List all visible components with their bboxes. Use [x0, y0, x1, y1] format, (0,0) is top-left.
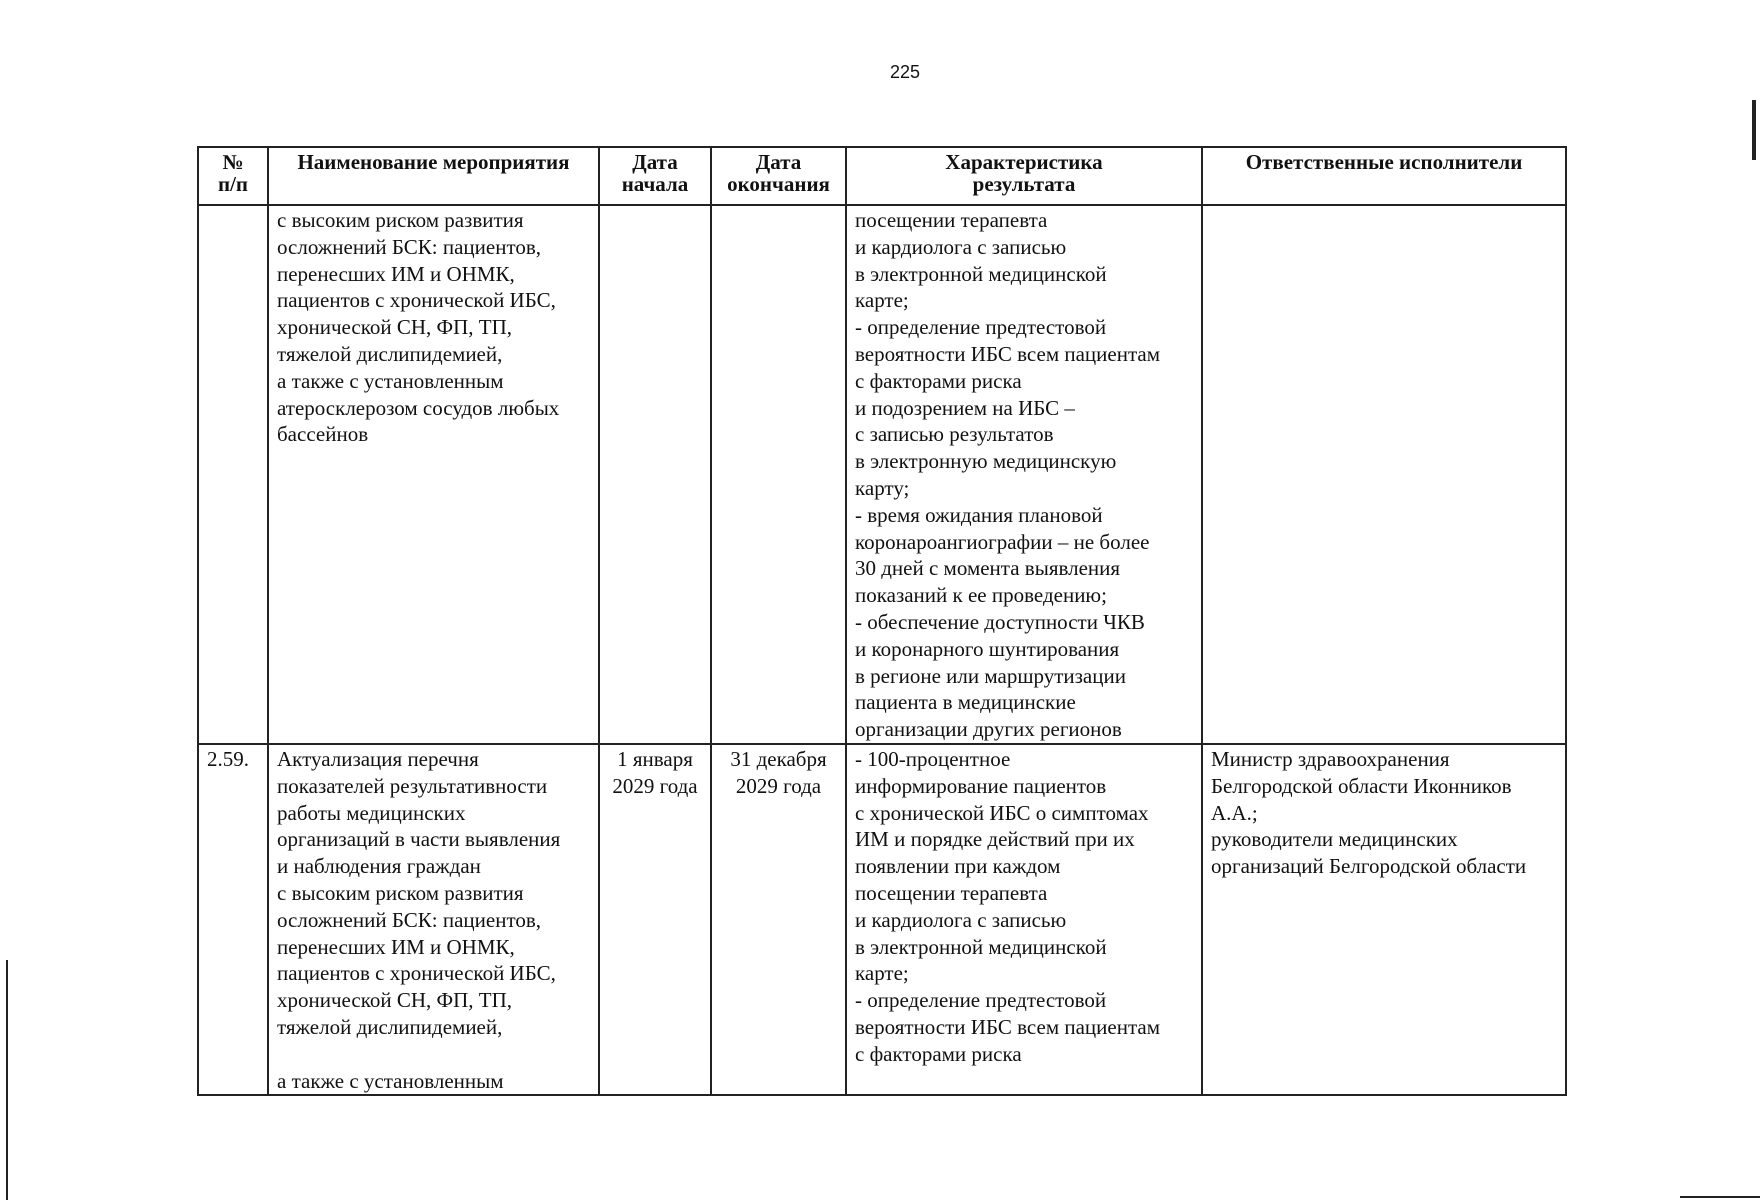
row-end-date: 31 декабря 2029 года: [711, 744, 846, 1095]
page-number: 225: [889, 62, 921, 82]
table-row: [198, 744, 1566, 1095]
header-end-date: Дата окончания: [711, 147, 846, 205]
row-start-date: [599, 205, 711, 744]
row-start-date: 1 января 2029 года: [599, 744, 711, 1095]
activity-table: [197, 146, 1567, 1096]
scan-edge-bottom: [1680, 1196, 1760, 1198]
scan-edge-left: [6, 960, 8, 1200]
header-start-date: Дата начала: [599, 147, 711, 205]
scan-edge-right: [1752, 100, 1756, 160]
table-row: [198, 205, 1566, 744]
table-header-row: [198, 147, 1566, 205]
header-responsible: Ответственные исполнители: [1202, 147, 1566, 205]
header-num: № п/п: [198, 147, 268, 205]
header-name: Наименование мероприятия: [268, 147, 599, 205]
header-result: Характеристика результата: [846, 147, 1202, 205]
row-name: с высоким риском развития осложнений БСК: пациентов, перенесших ИМ и ОНМК, пациентов с хронической ИБС, хронической СН, ФП, ТП, тяжелой дислипидемией, а также с установленным атеросклерозом сосудов любых бассейнов: [268, 205, 599, 744]
row-responsible: [1202, 205, 1566, 744]
row-responsible: Министр здравоохранения Белгородской области Иконников А.А.; руководители медицинских организаций Белгородской области: [1202, 744, 1566, 1095]
row-num: 2.59.: [198, 744, 268, 1095]
row-num: [198, 205, 268, 744]
row-result: посещении терапевта и кардиолога с записью в электронной медицинской карте; - определение предтестовой вероятности ИБС всем пациентам с факторами риска и подозрением на ИБС – с записью результатов в электронную медицинскую карту; - время ожидания плановой коронароангиографии – не более 30 дней с момента выявления показаний к ее проведению; - обеспечение доступности ЧКВ и коронарного шунтирования в регионе или маршрутизации пациента в медицинские организации других регионов: [846, 205, 1202, 744]
row-end-date: [711, 205, 846, 744]
row-name: Актуализация перечня показателей результативности работы медицинских организаций в части выявления и наблюдения граждан с высоким риском развития осложнений БСК: пациентов, перенесших ИМ и ОНМК, пациентов с хронической ИБС, хронической СН, ФП, ТП, тяжелой дислипидемией, а также с установленным: [268, 744, 599, 1095]
row-result: - 100-процентное информирование пациентов с хронической ИБС о симптомах ИМ и порядке действий при их появлении при каждом посещении терапевта и кардиолога с записью в электронной медицинской карте; - определение предтестовой вероятности ИБС всем пациентам с факторами риска: [846, 744, 1202, 1095]
